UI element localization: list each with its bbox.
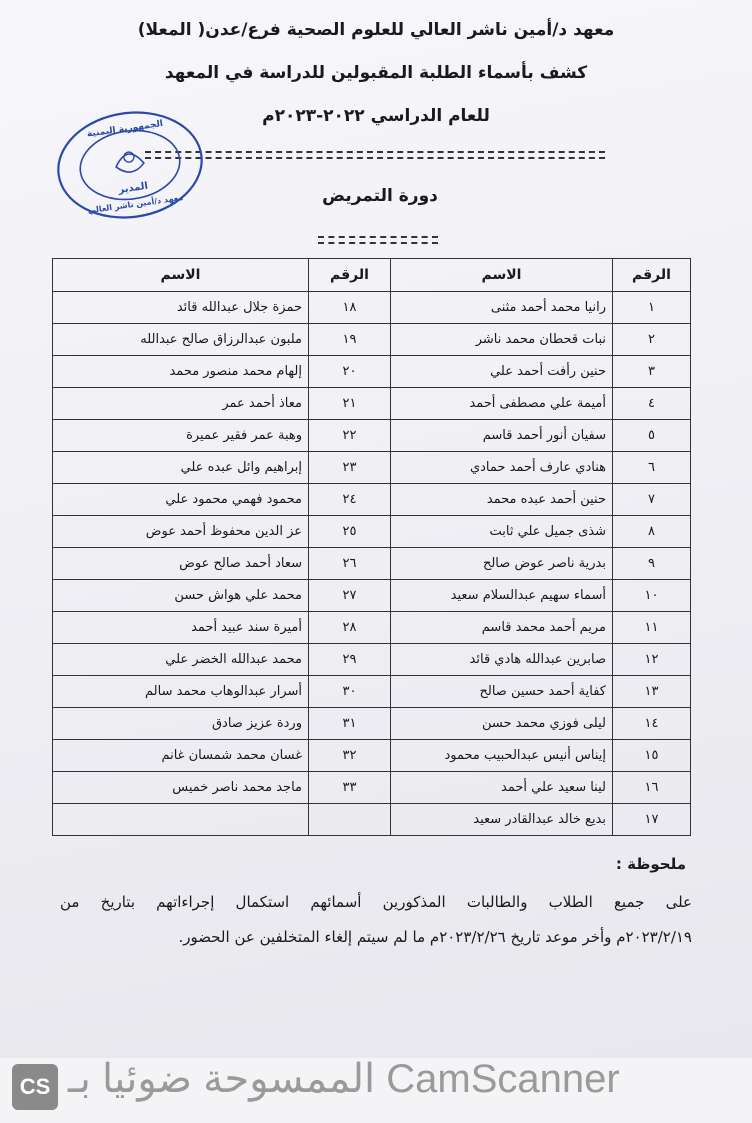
student-name-cell: محمود فهمي محمود علي (53, 484, 309, 516)
table-body (53, 292, 691, 836)
student-name-cell: ماجد محمد ناصر خميس (53, 772, 309, 804)
row-number-cell: ٤ (613, 388, 691, 420)
table-row (53, 420, 691, 452)
row-number-cell: ٦ (613, 452, 691, 484)
row-number-cell: ٢٩ (309, 644, 391, 676)
table-header-row (53, 259, 691, 292)
table-row (53, 580, 691, 612)
table-row (53, 516, 691, 548)
table-row (53, 388, 691, 420)
row-number-cell: ٣ (613, 356, 691, 388)
student-name-cell: أميمة علي مصطفى أحمد (391, 388, 613, 420)
row-number-cell: ١٣ (613, 676, 691, 708)
header-name-2: الاسم (53, 259, 309, 292)
student-name-cell: شذى جميل علي ثابت (391, 516, 613, 548)
row-number-cell: ٣١ (309, 708, 391, 740)
row-number-cell: ١ (613, 292, 691, 324)
row-number-cell: ١٢ (613, 644, 691, 676)
stamp-top-text: الجمهورية اليمنية (86, 119, 164, 140)
student-name-cell: عز الدين محفوظ أحمد عوض (53, 516, 309, 548)
row-number-cell: ٧ (613, 484, 691, 516)
separator-rule (145, 151, 605, 159)
document-title: كشف بأسماء الطلبة المقبولين للدراسة في المعهد (164, 63, 588, 83)
student-name-cell: سفيان أنور أحمد قاسم (391, 420, 613, 452)
official-stamp (50, 105, 210, 225)
row-number-cell: ١٠ (613, 580, 691, 612)
table-row (53, 772, 691, 804)
row-number-cell: ٢٥ (309, 516, 391, 548)
student-name-cell: معاذ أحمد عمر (53, 388, 309, 420)
student-name-cell: محمد عبدالله الخضر علي (53, 644, 309, 676)
student-name-cell: وردة عزيز صادق (53, 708, 309, 740)
student-name-cell: حنين رأفت أحمد علي (391, 356, 613, 388)
table-row (53, 452, 691, 484)
stamp-mid-text: المدير (117, 180, 149, 196)
header-num-1: الرقم (613, 259, 691, 292)
row-number-cell: ١٤ (613, 708, 691, 740)
notes-line-1: على جميع الطلاب والطالبات المذكورين أسمائهم استكمال إجراءاتهم بتاريخ من (60, 893, 692, 911)
student-name-cell: إيناس أنيس عبدالحبيب محمود (391, 740, 613, 772)
student-name-cell: هنادي عارف أحمد حمادي (391, 452, 613, 484)
student-name-cell: صابرين عبدالله هادي قائد (391, 644, 613, 676)
table-row (53, 292, 691, 324)
student-name-cell: غسان محمد شمسان غانم (53, 740, 309, 772)
table-row (53, 708, 691, 740)
student-name-cell: ملبون عبدالرزاق صالح عبدالله (53, 324, 309, 356)
student-name-cell: حنين أحمد عبده محمد (391, 484, 613, 516)
section-title: دورة التمريض (322, 186, 438, 206)
student-name-cell: إلهام محمد منصور محمد (53, 356, 309, 388)
student-name-cell: لينا سعيد علي أحمد (391, 772, 613, 804)
table-row (53, 676, 691, 708)
row-number-cell: ٢٣ (309, 452, 391, 484)
row-number-cell: ٢٨ (309, 612, 391, 644)
student-name-cell: ليلى فوزي محمد حسن (391, 708, 613, 740)
row-number-cell: ٨ (613, 516, 691, 548)
academic-year: للعام الدراسي ٢٠٢٢-٢٠٢٣م (262, 106, 490, 126)
student-name-cell: سعاد أحمد صالح عوض (53, 548, 309, 580)
stamp-bottom-text: معهد د/أمين ناشر العالي (87, 192, 184, 216)
student-name-cell: أسماء سهيم عبدالسلام سعيد (391, 580, 613, 612)
student-name-cell: بديع خالد عبدالقادر سعيد (391, 804, 613, 836)
row-number-cell: ٣٣ (309, 772, 391, 804)
notes-line-2: ٢٠٢٣/٢/١٩م وأخر موعد تاريخ ٢٠٢٣/٢/٢٦م ما لم سيتم إلغاء المتخلفين عن الحضور. (178, 928, 692, 946)
header-name-1: الاسم (391, 259, 613, 292)
table-row (53, 356, 691, 388)
camscanner-watermark-text: الممسوحة ضوئيا بـ CamScanner (68, 1057, 620, 1101)
row-number-cell: ٢٢ (309, 420, 391, 452)
row-number-cell: ٢٠ (309, 356, 391, 388)
row-number-cell: ٩ (613, 548, 691, 580)
row-number-cell (309, 804, 391, 836)
row-number-cell: ٣٢ (309, 740, 391, 772)
student-name-cell: إبراهيم وائل عبده علي (53, 452, 309, 484)
table-row (53, 548, 691, 580)
camscanner-logo-text: CS (19, 1074, 51, 1099)
row-number-cell: ٣٠ (309, 676, 391, 708)
notes-label: ملحوظة : (615, 855, 686, 873)
row-number-cell: ٢٧ (309, 580, 391, 612)
institute-name: معهد د/أمين ناشر العالي للعلوم الصحية فرع/عدن( المعلا) (137, 20, 615, 40)
header-num-2: الرقم (309, 259, 391, 292)
section-underline (318, 236, 438, 244)
row-number-cell: ٢٦ (309, 548, 391, 580)
student-name-cell: بدرية ناصر عوض صالح (391, 548, 613, 580)
table-row (53, 324, 691, 356)
row-number-cell: ١١ (613, 612, 691, 644)
student-name-cell: نبات قحطان محمد ناشر (391, 324, 613, 356)
student-name-cell: أميرة سند عبيد أحمد (53, 612, 309, 644)
table-row (53, 644, 691, 676)
table-row (53, 740, 691, 772)
camscanner-logo (12, 1064, 58, 1110)
student-name-cell: حمزة جلال عبدالله قائد (53, 292, 309, 324)
student-name-cell: كفاية أحمد حسين صالح (391, 676, 613, 708)
row-number-cell: ٢٤ (309, 484, 391, 516)
row-number-cell: ١٦ (613, 772, 691, 804)
row-number-cell: ٢١ (309, 388, 391, 420)
row-number-cell: ١٩ (309, 324, 391, 356)
student-name-cell: رانيا محمد أحمد مثنى (391, 292, 613, 324)
table-row (53, 612, 691, 644)
student-name-cell: وهبة عمر فقير عميرة (53, 420, 309, 452)
table-row (53, 804, 691, 836)
table-row (53, 484, 691, 516)
student-name-cell: مريم أحمد محمد قاسم (391, 612, 613, 644)
row-number-cell: ١٧ (613, 804, 691, 836)
student-name-cell (53, 804, 309, 836)
row-number-cell: ٥ (613, 420, 691, 452)
student-name-cell: محمد علي هواش حسن (53, 580, 309, 612)
row-number-cell: ١٨ (309, 292, 391, 324)
students-table (52, 258, 691, 836)
row-number-cell: ١٥ (613, 740, 691, 772)
student-name-cell: أسرار عبدالوهاب محمد سالم (53, 676, 309, 708)
row-number-cell: ٢ (613, 324, 691, 356)
